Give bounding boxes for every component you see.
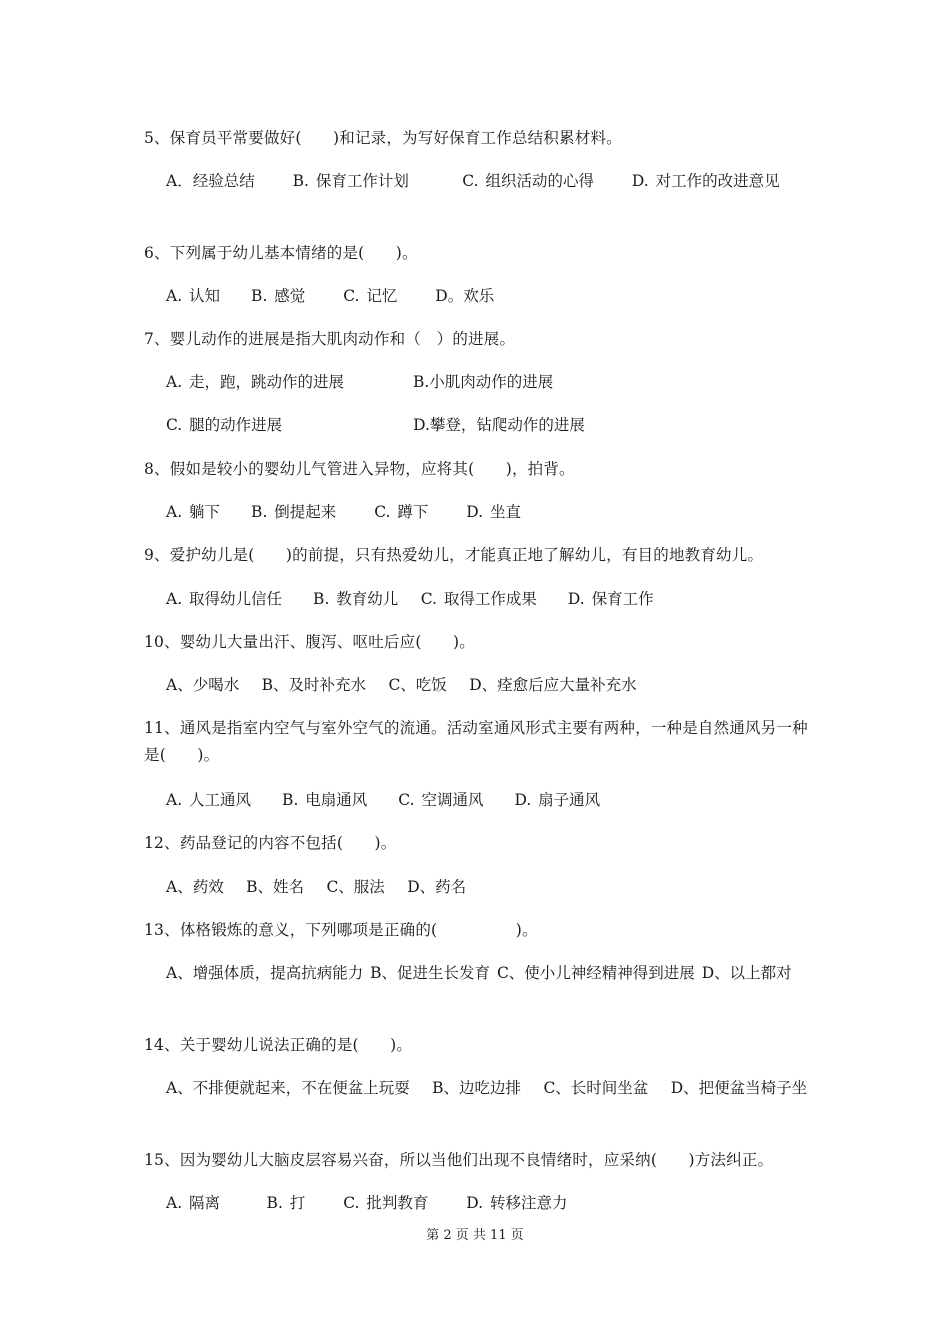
- question-8-options: A. 躺下 B. 倒提起来 C. 蹲下 D. 坐直: [166, 503, 522, 521]
- question-5: 5、保育员平常要做好( )和记录，为写好保育工作总结积累材料。: [144, 129, 622, 147]
- question-12: 12、药品登记的内容不包括( )。: [144, 834, 397, 852]
- question-6: 6、下列属于幼儿基本情绪的是( )。: [144, 244, 418, 262]
- question-10: 10、婴幼儿大量出汗、腹泻、呕吐后应( )。: [144, 633, 475, 651]
- question-14-options: A、不排便就起来，不在便盆上玩耍 B、边吃边排 C、长时间坐盆 D、把便盆当椅子坐: [166, 1079, 808, 1097]
- question-7: 7、婴儿动作的进展是指大肌肉动作和（ ）的进展。: [144, 330, 516, 348]
- question-11-options: A. 人工通风 B. 电扇通风 C. 空调通风 D. 扇子通风: [166, 791, 601, 809]
- question-9: 9、爱护幼儿是( )的前提，只有热爱幼儿，才能真正地了解幼儿，有目的地教育幼儿。: [144, 546, 764, 564]
- question-10-options: A、少喝水 B、及时补充水 C、吃饭 D、痊愈后应大量补充水: [166, 676, 637, 694]
- question-6-options: A. 认知 B. 感觉 C. 记忆 D。欢乐: [166, 287, 495, 305]
- question-11: 11、通风是指室内空气与室外空气的流通。活动室通风形式主要有两种，一种是自然通风另一种是( )。: [144, 719, 808, 764]
- question-7-options-ab: A. 走，跑，跳动作的进展 B.小肌肉动作的进展: [166, 373, 554, 391]
- question-12-options: A、药效 B、姓名 C、服法 D、药名: [166, 878, 467, 896]
- question-15-options: A. 隔离 B. 打 C. 批判教育 D. 转移注意力: [166, 1194, 568, 1212]
- question-9-options: A. 取得幼儿信任 B. 教育幼儿 C. 取得工作成果 D. 保育工作: [166, 590, 654, 608]
- page-footer: 第 2 页 共 11 页: [426, 1228, 524, 1243]
- question-13-options: A、增强体质，提高抗病能力 B、促进生长发育 C、使小儿神经精神得到进展 D、以上都对: [166, 964, 792, 982]
- question-15: 15、因为婴幼儿大脑皮层容易兴奋，所以当他们出现不良情绪时，应采纳( )方法纠正。: [144, 1151, 774, 1169]
- question-5-options: A．经验总结 B. 保育工作计划 C. 组织活动的心得 D. 对工作的改进意见: [166, 172, 780, 190]
- question-13: 13、体格锻炼的意义，下列哪项是正确的( )。: [144, 921, 538, 939]
- question-7-options-cd: C. 腿的动作进展 D.攀登，钻爬动作的进展: [166, 416, 585, 434]
- question-14: 14、关于婴幼儿说法正确的是( )。: [144, 1036, 413, 1054]
- question-8: 8、假如是较小的婴幼儿气管进入异物，应将其( )，拍背。: [144, 460, 575, 478]
